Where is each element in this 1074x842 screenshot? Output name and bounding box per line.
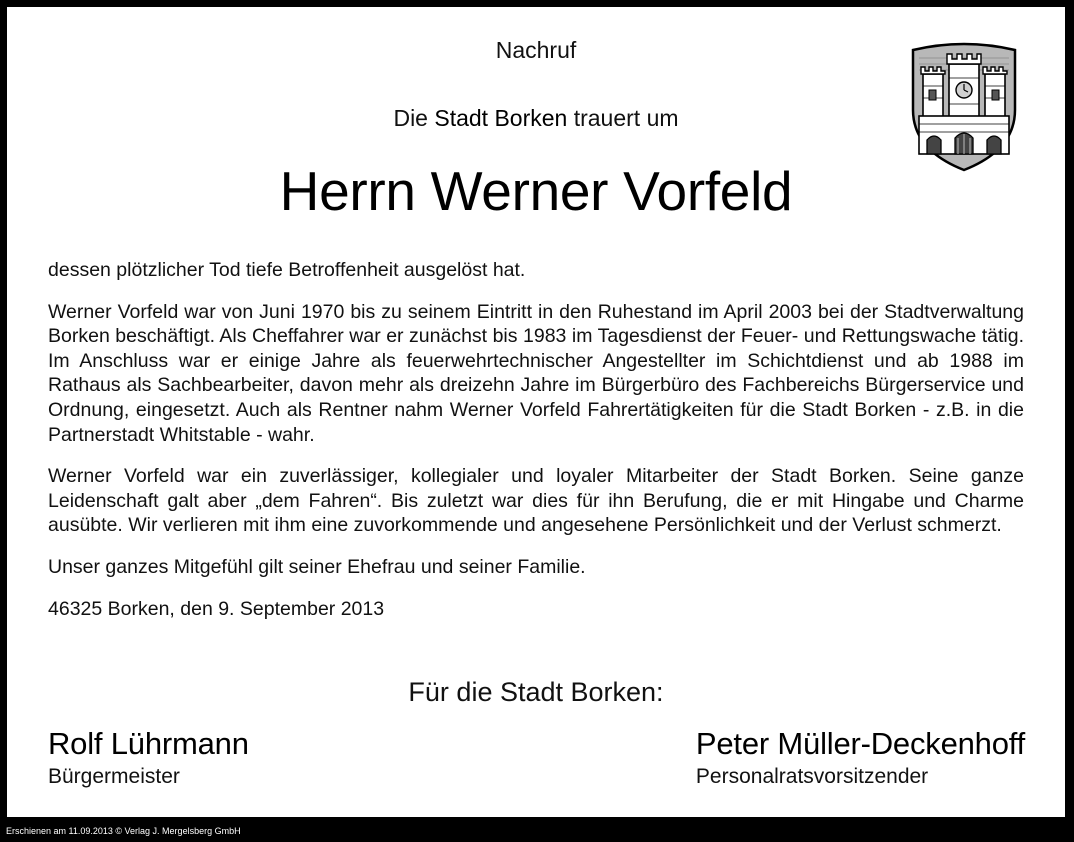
- body-paragraph: Unser ganzes Mitgefühl gilt seiner Ehefrau und seiner Familie.: [48, 555, 586, 578]
- body-paragraph: dessen plötzlicher Tod tiefe Betroffenheit ausgelöst hat.: [48, 259, 526, 281]
- place-date: 46325 Borken, den 9. September 2013: [48, 597, 385, 620]
- intro-after: trauert um: [567, 105, 679, 131]
- obituary-notice: [7, 7, 1065, 817]
- intro-before: Die: [393, 105, 435, 131]
- publication-footer: Erschienen am 11.09.2013 © Verlag J. Mergelsberg GmbH: [6, 826, 241, 836]
- body-paragraph: Werner Vorfeld war von Juni 1970 bis zu seinem Eintritt in den Ruhestand im April 2003 bei der Stadtverwaltung Borken beschäftigt. Als Cheffahrer war er zunächst bis 1983 im Tagesdienst der Feuer- und Rettungswache tätig. Im Anschluss war er einige Jahre als feuerwehrtechnischer Angestellter im Schichtdienst und ab 1988 im Rathaus als Sachbearbeiter, davon mehr als dreizehn Jahre im Bürgerbüro des Fachbereichs Bürgerservice und Ordnung, eingesetzt. Auch als Rentner nahm Werner Vorfeld Fahrertätigkeiten für die Stadt Borken - z.B. in die Partnerstadt Whitstable - wahr.: [48, 300, 1024, 446]
- body-paragraph: Werner Vorfeld war ein zuverlässiger, kollegialer und loyaler Mitarbeiter der Stadt Borken. Seine ganze Leidenschaft galt aber „dem Fahren“. Bis zuletzt war dies für ihn Berufung, die er mit Hingabe und Charme ausübte. Wir verlieren mit ihm eine zuvorkommende und angesehene Persönlichkeit und der Verlust schmerzt.: [48, 465, 1024, 537]
- signatory-role: Personalratsvorsitzender: [695, 765, 929, 788]
- notice-heading: Nachruf: [495, 37, 577, 63]
- signatory-right: [696, 725, 1025, 791]
- intro-organization: Stadt Borken: [434, 105, 568, 131]
- closing-line: Für die Stadt Borken:: [408, 677, 664, 707]
- signatory-name: Rolf Lührmann: [48, 726, 249, 761]
- signatory-name: Peter Müller-Deckenhoff: [695, 726, 1025, 761]
- signatory-left: [48, 725, 249, 791]
- coat-of-arms-icon: [905, 38, 1023, 174]
- deceased-name: Herrn Werner Vorfeld: [279, 160, 793, 222]
- notice-body: [48, 258, 1024, 638]
- signatory-role: Bürgermeister: [48, 765, 180, 788]
